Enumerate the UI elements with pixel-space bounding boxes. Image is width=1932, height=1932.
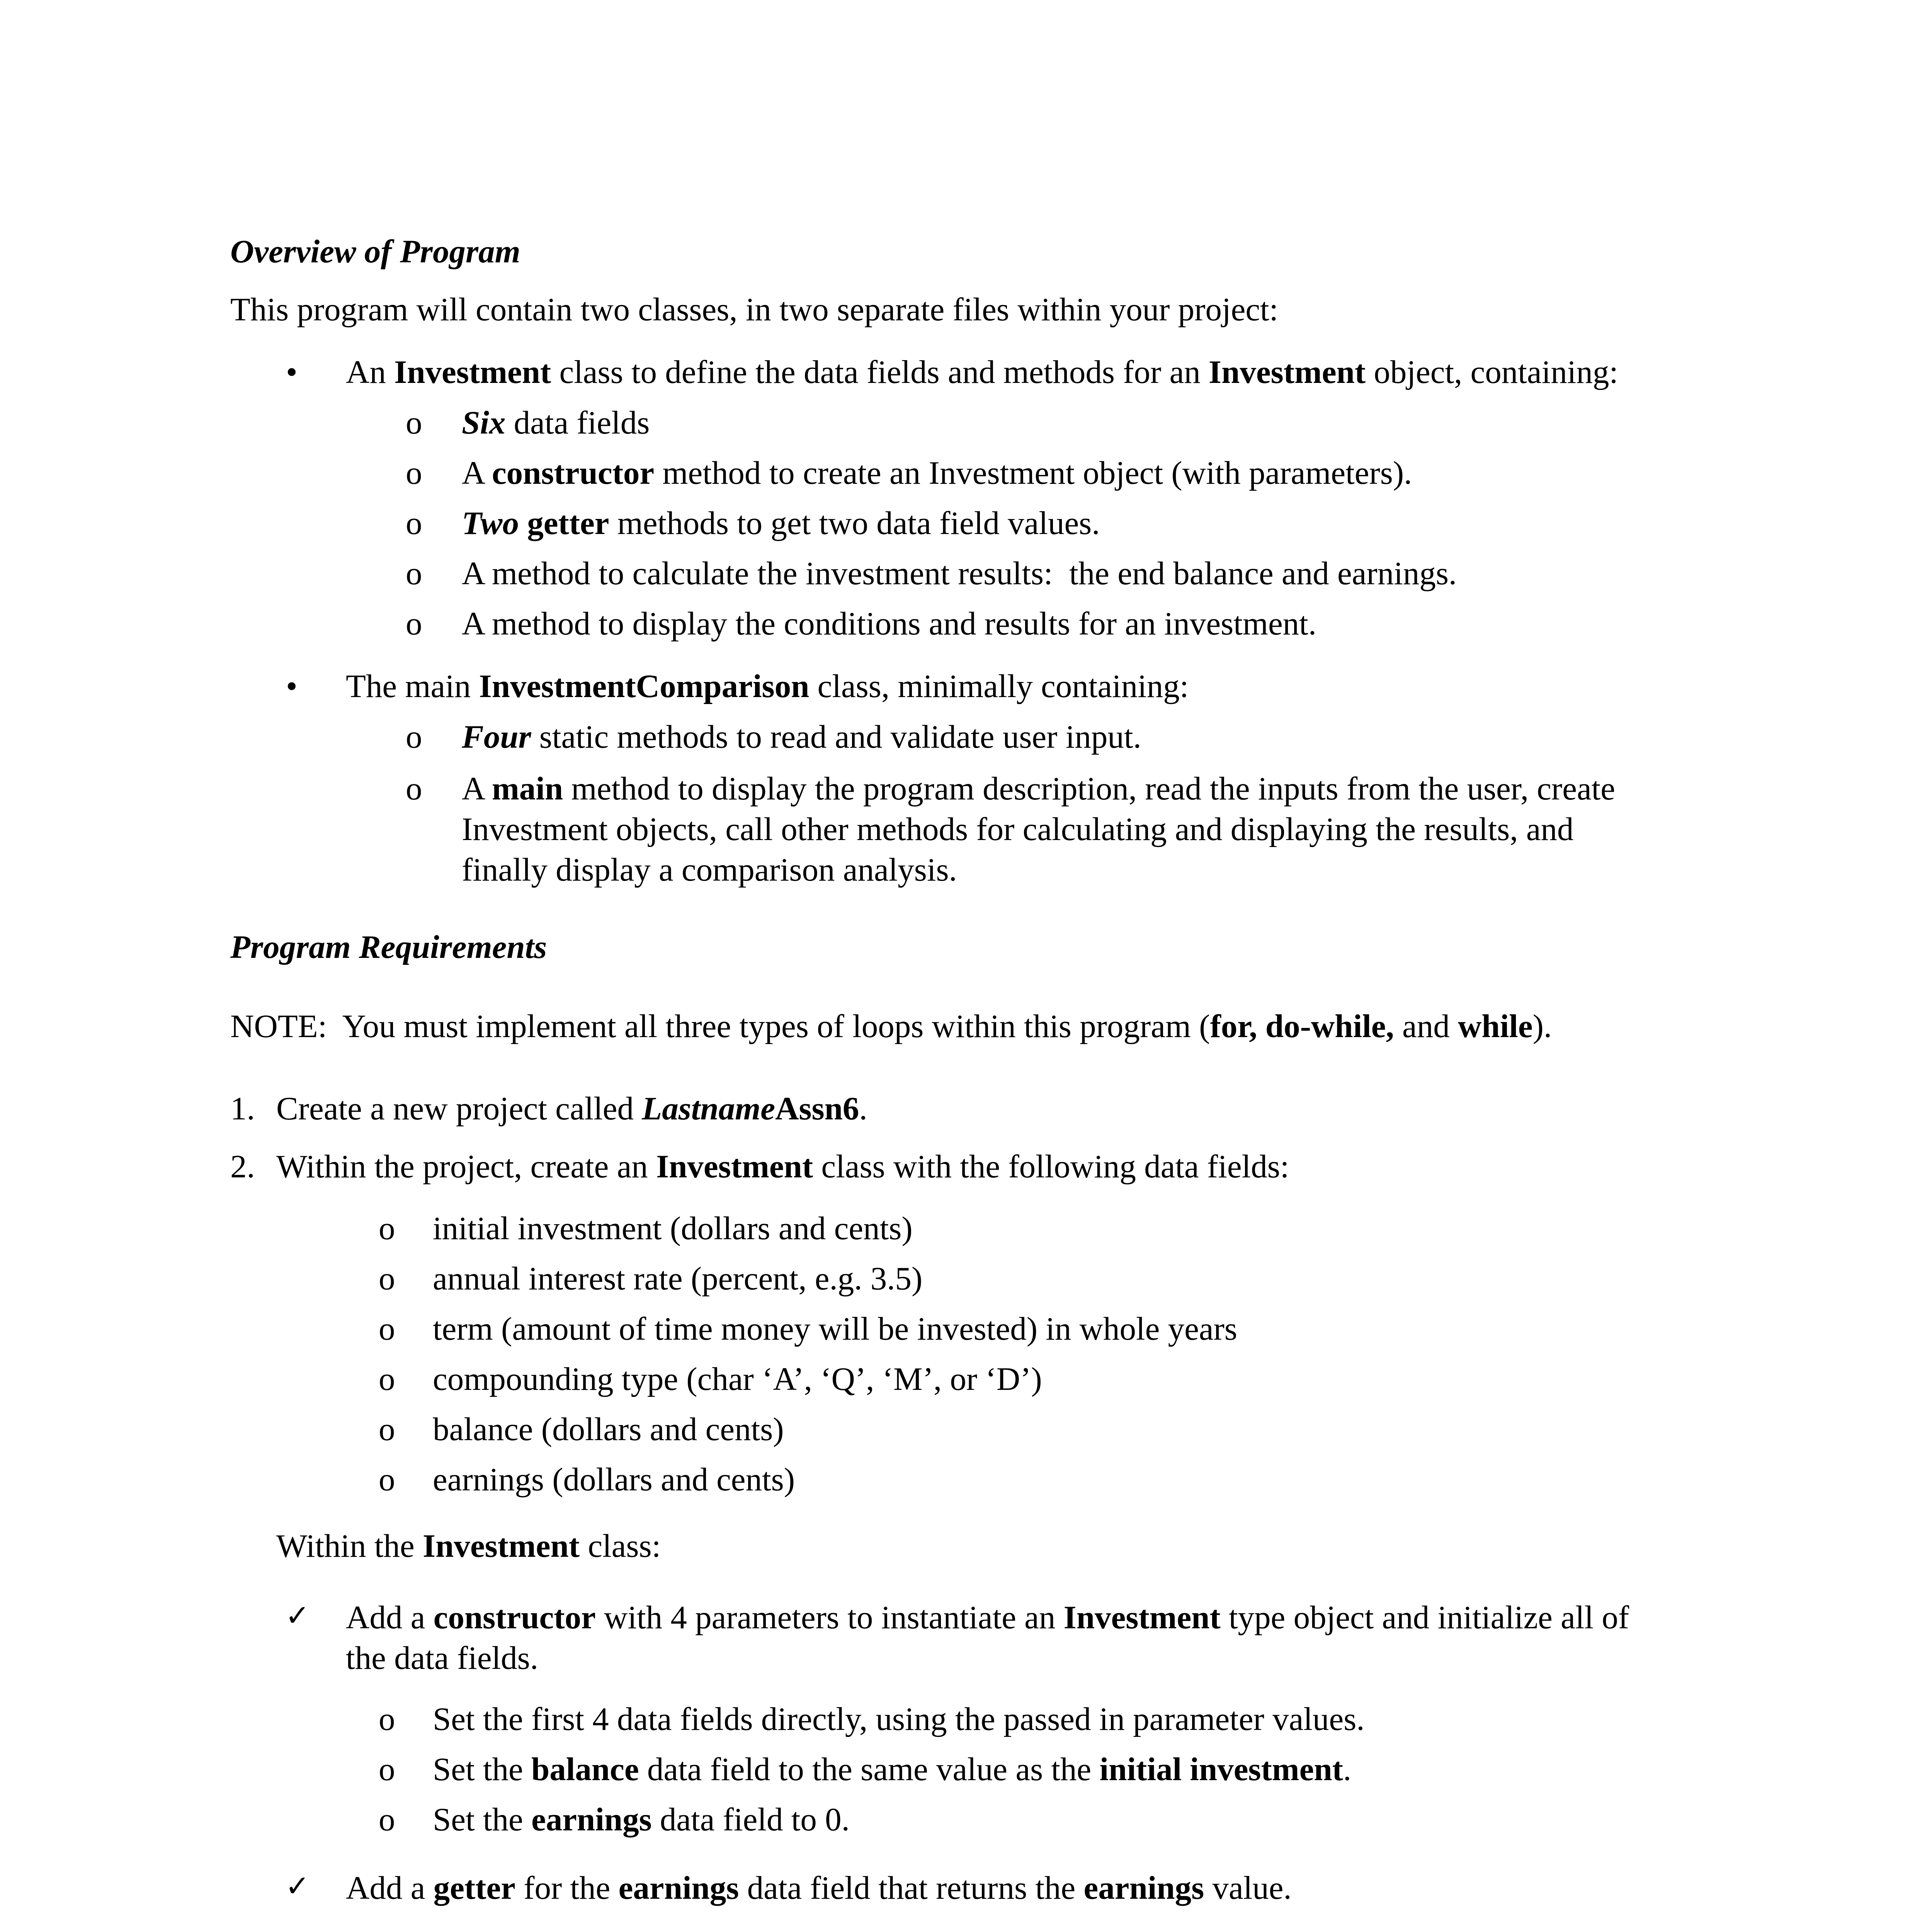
circle-bullet-icon: [379, 1750, 395, 1790]
investment-class-bullet: An Investment class to define the data fields and methods for an Investment object, containing:: [346, 354, 1618, 390]
data-field-item: annual interest rate (percent, e.g. 3.5): [433, 1260, 923, 1297]
circle-bullet-icon: [406, 503, 422, 544]
circle-bullet-icon: [406, 554, 422, 594]
data-field-item: earnings (dollars and cents): [433, 1461, 795, 1498]
main-class-bullet: The main InvestmentComparison class, minimally containing:: [346, 668, 1189, 704]
circle-bullet-icon: [406, 717, 422, 757]
circle-bullet-icon: [406, 403, 422, 443]
circle-bullet-icon: [379, 1359, 395, 1400]
sub-item: Set the earnings data field to 0.: [433, 1801, 850, 1838]
check-item-constructor: Add a constructor with 4 parameters to instantiate an Investment type object and initialize all of: [346, 1599, 1629, 1636]
within-class-intro: Within the Investment class:: [276, 1528, 661, 1564]
list-item: Four static methods to read and validate user input.: [462, 719, 1141, 755]
list-item-continuation: finally display a comparison analysis.: [462, 852, 957, 888]
bullet-icon: [286, 352, 298, 393]
bullet-icon: [286, 667, 298, 707]
list-item: A method to calculate the investment results: the end balance and earnings.: [462, 555, 1457, 592]
list-item: A constructor method to create an Investment object (with parameters).: [462, 455, 1412, 491]
data-field-item: initial investment (dollars and cents): [433, 1210, 913, 1247]
circle-bullet-icon: [379, 1209, 395, 1249]
list-item: A method to display the conditions and results for an investment.: [462, 605, 1317, 642]
circle-bullet-icon: [406, 604, 422, 644]
check-item-continuation: the data fields.: [346, 1640, 539, 1676]
list-item-continuation: Investment objects, call other methods for calculating and displaying the results, and: [462, 811, 1574, 847]
data-field-item: compounding type (char ‘A’, ‘Q’, ‘M’, or ‘D’): [433, 1361, 1042, 1397]
circle-bullet-icon: [379, 1259, 395, 1299]
step-number: 2.: [230, 1148, 255, 1185]
circle-bullet-icon: [379, 1460, 395, 1500]
step-2: Within the project, create an Investment class with the following data fields:: [276, 1148, 1289, 1185]
requirements-note: NOTE: You must implement all three types of loops within this program (for, do-while, and while).: [230, 1008, 1552, 1044]
step-1: Create a new project called LastnameAssn6.: [276, 1090, 867, 1127]
sub-item: Set the balance data field to the same value as the initial investment.: [433, 1751, 1352, 1787]
circle-bullet-icon: [379, 1699, 395, 1740]
requirements-heading: Program Requirements: [230, 929, 547, 965]
check-icon: [285, 1868, 310, 1904]
step-number: 1.: [230, 1090, 255, 1127]
data-field-item: balance (dollars and cents): [433, 1411, 784, 1447]
data-field-item: term (amount of time money will be invested) in whole years: [433, 1311, 1237, 1347]
check-icon: [285, 1598, 310, 1634]
circle-bullet-icon: [406, 453, 422, 493]
list-item: Two getter methods to get two data field values.: [462, 505, 1100, 541]
circle-bullet-icon: [406, 769, 422, 809]
list-item: A main method to display the program description, read the inputs from the user, create: [462, 770, 1616, 807]
check-item-getter: Add a getter for the earnings data field that returns the earnings value.: [346, 1870, 1292, 1906]
sub-item: Set the first 4 data fields directly, using the passed in parameter values.: [433, 1701, 1365, 1737]
overview-heading: Overview of Program: [230, 233, 520, 270]
list-item: Six data fields: [462, 405, 650, 441]
circle-bullet-icon: [379, 1309, 395, 1349]
overview-intro: This program will contain two classes, in two separate files within your project:: [230, 291, 1279, 328]
circle-bullet-icon: [379, 1800, 395, 1840]
circle-bullet-icon: [379, 1410, 395, 1450]
